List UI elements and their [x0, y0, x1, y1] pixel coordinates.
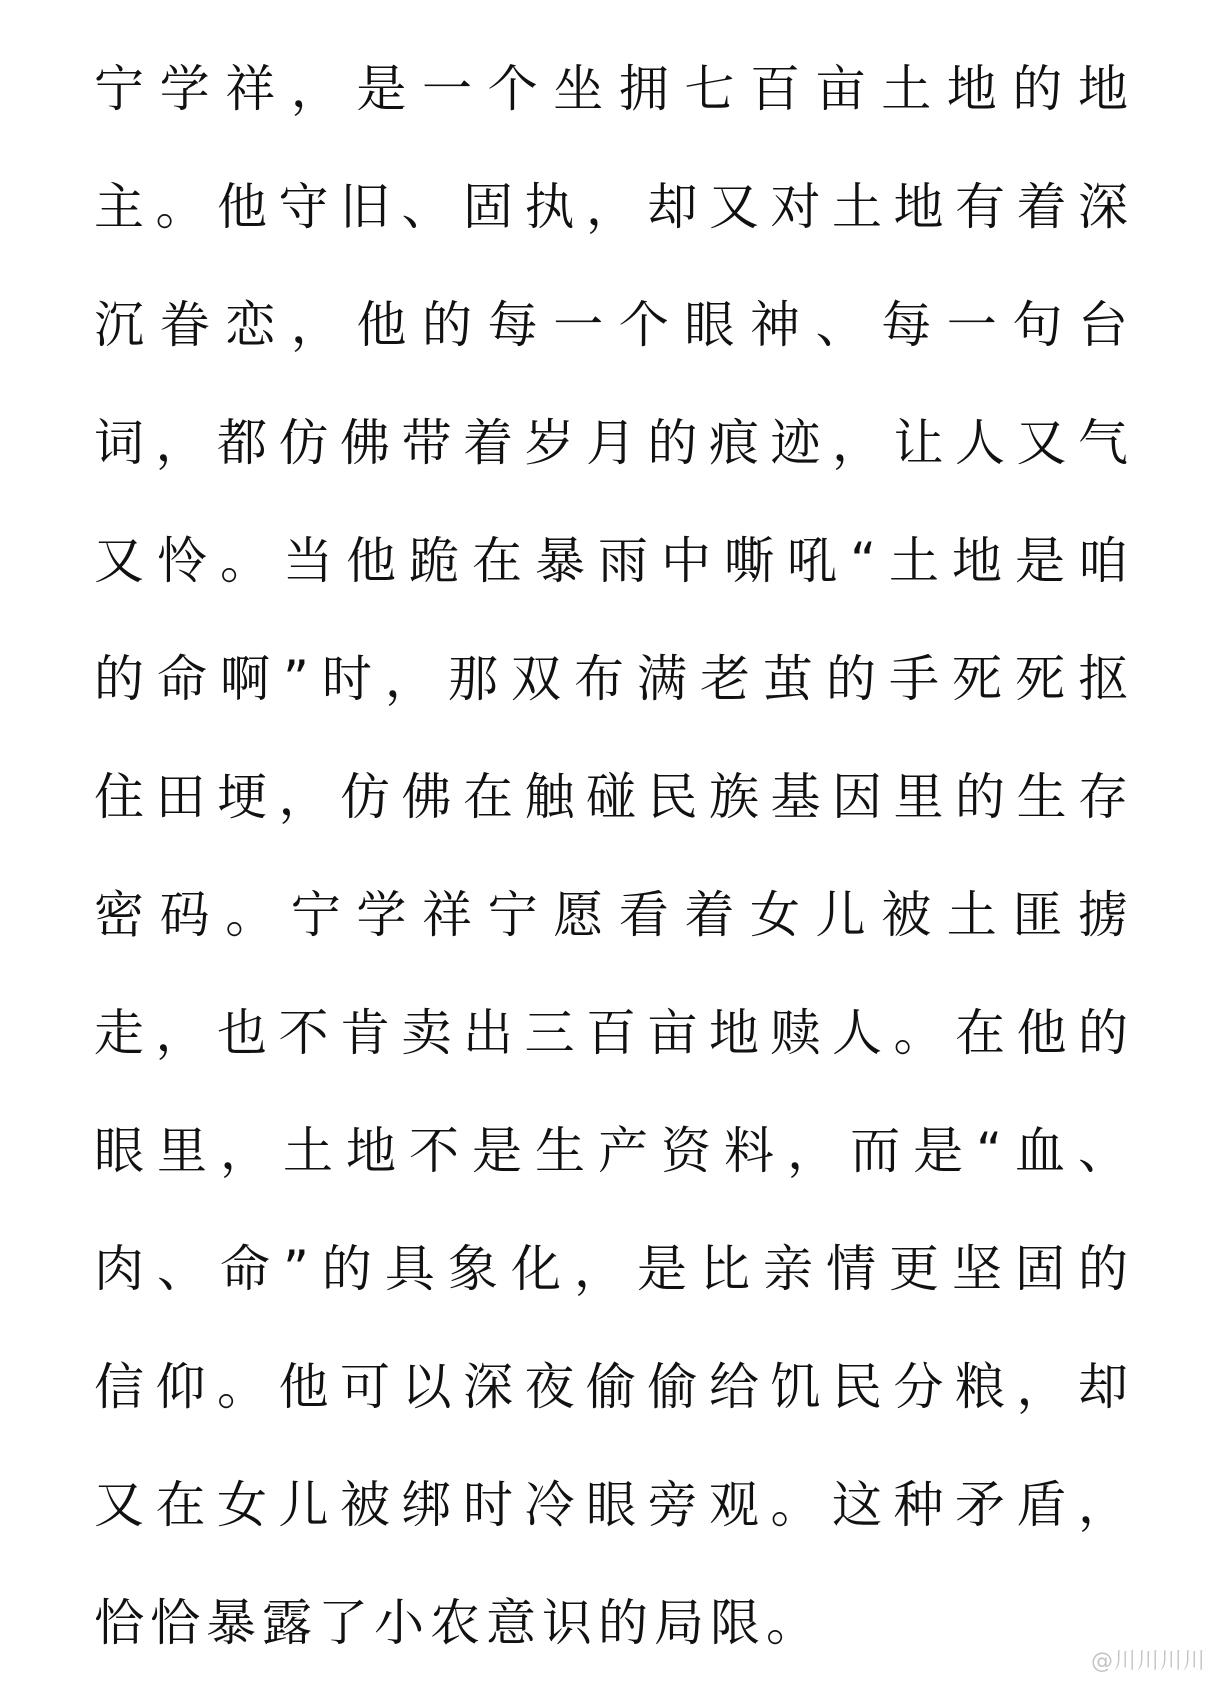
text-line-13: 又在女儿被绑时冷眼旁观。这种矛盾， [94, 1476, 1134, 1534]
text-line-3: 沉眷恋，他的每一个眼神、每一句台 [94, 296, 1134, 354]
text-line-8: 密码。宁学祥宁愿看着女儿被土匪掳 [94, 886, 1134, 944]
text-line-10: 眼里，土地不是生产资料，而是“血、 [94, 1122, 1134, 1180]
text-line-2: 主。他守旧、固执，却又对土地有着深 [94, 178, 1134, 236]
text-line-6: 的命啊”时，那双布满老茧的手死死抠 [94, 650, 1134, 708]
text-line-4: 词，都仿佛带着岁月的痕迹，让人又气 [94, 414, 1134, 472]
article-body [94, 30, 1134, 1682]
text-line-14: 恰恰暴露了小农意识的局限。 [94, 1594, 822, 1652]
text-line-11: 肉、命”的具象化，是比亲情更坚固的 [94, 1240, 1134, 1298]
text-line-5: 又怜。当他跪在暴雨中嘶吼“土地是咱 [94, 532, 1134, 590]
text-line-1: 宁学祥，是一个坐拥七百亩土地的地 [94, 60, 1134, 118]
watermark: @川川川川 [1090, 1649, 1206, 1674]
text-line-12: 信仰。他可以深夜偷偷给饥民分粮，却 [94, 1358, 1134, 1416]
text-line-9: 走，也不肯卖出三百亩地赎人。在他的 [94, 1004, 1134, 1062]
text-line-7: 住田埂，仿佛在触碰民族基因里的生存 [94, 768, 1134, 826]
